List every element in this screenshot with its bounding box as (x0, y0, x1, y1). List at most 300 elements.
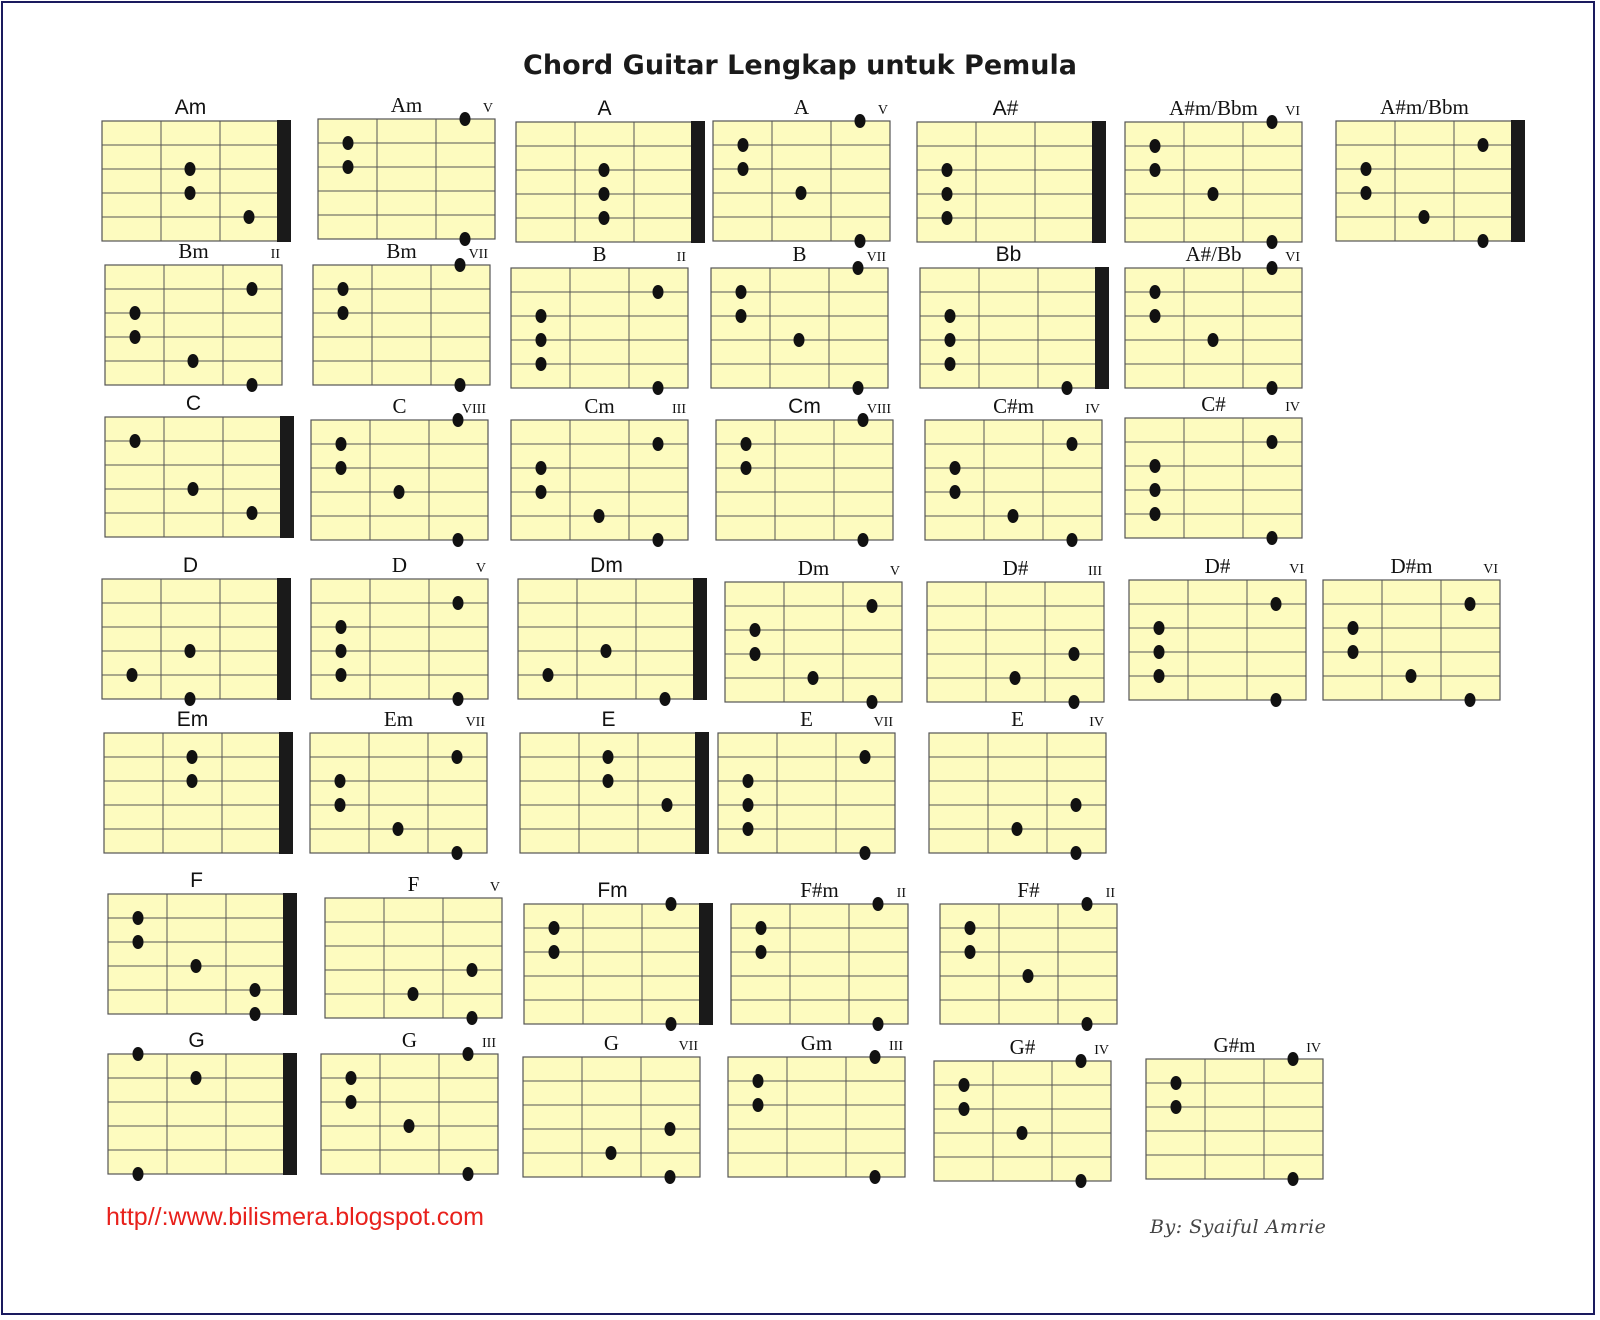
finger-dot (549, 945, 560, 959)
finger-dot (959, 1078, 970, 1092)
chord-diagram-19 (1125, 392, 1302, 545)
chord-name: F#m (800, 878, 839, 902)
finger-dot (247, 378, 258, 392)
chord-diagram-4 (713, 95, 890, 248)
finger-dot (603, 750, 614, 764)
fretboard (711, 268, 888, 388)
chord-diagram-7 (1336, 95, 1525, 248)
chord-name: E (800, 707, 813, 731)
finger-dot (1154, 645, 1165, 659)
chord-name: A#m/Bbm (1169, 96, 1258, 120)
finger-dot (1069, 695, 1080, 709)
finger-dot (1071, 846, 1082, 860)
nut-bar (283, 1053, 297, 1175)
finger-dot (1267, 235, 1278, 249)
finger-dot (736, 285, 747, 299)
finger-dot (1208, 187, 1219, 201)
finger-dot (666, 1017, 677, 1031)
finger-dot (127, 668, 138, 682)
finger-dot (188, 354, 199, 368)
fret-position-label: VII (866, 250, 886, 265)
fretboard (716, 420, 893, 540)
finger-dot (453, 596, 464, 610)
fret-position-label: VI (1289, 562, 1304, 577)
chord-name: Em (176, 708, 209, 731)
finger-dot (244, 210, 255, 224)
finger-dot (467, 1011, 478, 1025)
chord-diagram-39 (523, 1031, 700, 1184)
nut-bar (1511, 120, 1525, 242)
finger-dot (1361, 186, 1372, 200)
chord-name: B (792, 242, 807, 266)
fretboard (934, 1061, 1111, 1181)
fretboard (321, 1054, 498, 1174)
fretboard (311, 420, 488, 540)
finger-dot (601, 644, 612, 658)
finger-dot (250, 983, 261, 997)
finger-dot (873, 1017, 884, 1031)
nut-bar (693, 578, 707, 700)
chord-name: D# (1002, 556, 1029, 580)
finger-dot (606, 1146, 617, 1160)
finger-dot (1150, 139, 1161, 153)
chord-diagram-40 (728, 1031, 905, 1184)
fret-position-label: VII (678, 1039, 698, 1054)
finger-dot (1171, 1076, 1182, 1090)
chord-name: G#m (1213, 1033, 1256, 1057)
finger-dot (870, 1170, 881, 1184)
finger-dot (942, 163, 953, 177)
finger-dot (750, 647, 761, 661)
fret-position-label: V (482, 101, 493, 116)
chord-diagram-41 (934, 1035, 1111, 1188)
finger-dot (455, 378, 466, 392)
finger-dot (1082, 1017, 1093, 1031)
finger-dot (753, 1098, 764, 1112)
chord-name: F (190, 869, 203, 892)
chord-name: E (601, 708, 616, 731)
finger-dot (853, 261, 864, 275)
fretboard (713, 121, 890, 241)
nut-bar (691, 121, 705, 243)
finger-dot (1071, 798, 1082, 812)
finger-dot (1150, 483, 1161, 497)
finger-dot (855, 234, 866, 248)
finger-dot (756, 945, 767, 959)
chord-name: F# (1017, 878, 1040, 902)
nut-bar (1095, 267, 1109, 389)
chord-diagram-37 (108, 1029, 297, 1181)
finger-dot (343, 160, 354, 174)
chord-diagram-22 (518, 554, 707, 706)
finger-dot (867, 599, 878, 613)
chord-name: Dm (797, 556, 830, 580)
finger-dot (855, 114, 866, 128)
page-title: Chord Guitar Lengkap untuk Pemula (523, 50, 1077, 81)
chord-name: D# (1204, 554, 1231, 578)
fretboard (718, 733, 895, 853)
chord-diagram-29 (520, 708, 709, 854)
fretboard (102, 579, 279, 699)
chord-name: E (1011, 707, 1024, 731)
fret-position-label: V (489, 880, 500, 895)
finger-dot (867, 695, 878, 709)
finger-dot (599, 211, 610, 225)
fret-position-label: VI (1285, 104, 1300, 119)
chord-diagram-20 (102, 554, 291, 706)
finger-dot (133, 911, 144, 925)
finger-dot (133, 1167, 144, 1181)
finger-dot (335, 774, 346, 788)
finger-dot (753, 1074, 764, 1088)
finger-dot (1288, 1052, 1299, 1066)
finger-dot (346, 1095, 357, 1109)
fret-position-label: II (270, 247, 280, 262)
finger-dot (660, 692, 671, 706)
chord-name: C# (1201, 392, 1226, 416)
fret-position-label: VIII (866, 402, 891, 417)
author-credit: By: Syaiful Amrie (1150, 1216, 1327, 1238)
finger-dot (736, 309, 747, 323)
finger-dot (1419, 210, 1430, 224)
chord-name: G (188, 1029, 205, 1052)
finger-dot (950, 461, 961, 475)
chord-name: D#m (1390, 554, 1433, 578)
chord-diagram-38 (321, 1028, 498, 1181)
finger-dot (250, 1007, 261, 1021)
chord-name: F (407, 872, 420, 896)
finger-dot (858, 533, 869, 547)
finger-dot (394, 485, 405, 499)
chord-diagram-21 (311, 553, 488, 706)
nut-bar (279, 732, 293, 854)
finger-dot (460, 112, 471, 126)
chord-diagram-18 (925, 394, 1102, 547)
finger-dot (1069, 647, 1080, 661)
finger-dot (543, 668, 554, 682)
finger-dot (1361, 162, 1372, 176)
finger-dot (133, 935, 144, 949)
nut-bar (283, 893, 297, 1015)
finger-dot (665, 1122, 676, 1136)
finger-dot (1271, 597, 1282, 611)
finger-dot (1348, 645, 1359, 659)
chord-diagram-10 (511, 242, 688, 395)
fretboard (731, 904, 908, 1024)
fretboard (511, 268, 688, 388)
finger-dot (1150, 507, 1161, 521)
finger-dot (743, 822, 754, 836)
finger-dot (467, 963, 478, 977)
finger-dot (1062, 381, 1073, 395)
finger-dot (1208, 333, 1219, 347)
chord-diagram-28 (310, 707, 487, 860)
finger-dot (463, 1167, 474, 1181)
fret-position-label: V (475, 561, 486, 576)
finger-dot (1465, 693, 1476, 707)
finger-dot (950, 485, 961, 499)
finger-dot (741, 461, 752, 475)
chord-name: Bm (386, 239, 417, 263)
chord-diagram-25 (1129, 554, 1306, 707)
finger-dot (1271, 693, 1282, 707)
finger-dot (945, 357, 956, 371)
finger-dot (1288, 1172, 1299, 1186)
chord-name: Em (383, 707, 414, 731)
finger-dot (404, 1119, 415, 1133)
fret-position-label: IV (1089, 715, 1104, 730)
chord-name: G# (1009, 1035, 1036, 1059)
finger-dot (338, 306, 349, 320)
finger-dot (1012, 822, 1023, 836)
chord-diagram-32 (108, 869, 297, 1021)
chord-name: D (391, 553, 408, 577)
finger-dot (796, 186, 807, 200)
finger-dot (1023, 969, 1034, 983)
finger-dot (1154, 621, 1165, 635)
chord-diagram-2 (318, 93, 495, 246)
chord-diagram-5 (917, 97, 1106, 243)
finger-dot (1465, 597, 1476, 611)
fret-position-label: IV (1085, 402, 1100, 417)
finger-dot (1267, 261, 1278, 275)
chord-name: Bm (178, 239, 209, 263)
fretboard (1125, 268, 1302, 388)
nut-bar (1092, 121, 1106, 243)
finger-dot (452, 846, 463, 860)
chord-diagram-14 (105, 392, 294, 538)
finger-dot (653, 437, 664, 451)
chord-diagram-13 (1125, 242, 1302, 395)
finger-dot (336, 668, 347, 682)
finger-dot (743, 798, 754, 812)
fret-position-label: II (896, 886, 906, 901)
finger-dot (247, 506, 258, 520)
finger-dot (460, 232, 471, 246)
finger-dot (1267, 115, 1278, 129)
finger-dot (393, 822, 404, 836)
fretboard (102, 121, 279, 241)
chord-diagram-35 (731, 878, 908, 1031)
finger-dot (452, 750, 463, 764)
finger-dot (343, 136, 354, 150)
fretboard (311, 579, 488, 699)
finger-dot (453, 692, 464, 706)
finger-dot (191, 959, 202, 973)
chord-diagram-27 (104, 708, 293, 854)
finger-dot (743, 774, 754, 788)
finger-dot (853, 381, 864, 395)
finger-dot (808, 671, 819, 685)
finger-dot (336, 461, 347, 475)
finger-dot (338, 282, 349, 296)
finger-dot (653, 285, 664, 299)
finger-dot (1076, 1174, 1087, 1188)
chord-diagram-12 (920, 243, 1109, 395)
fret-position-label: III (1088, 564, 1102, 579)
fret-position-label: VI (1285, 250, 1300, 265)
chord-name: Fm (597, 879, 628, 902)
finger-dot (336, 644, 347, 658)
fret-position-label: II (676, 250, 686, 265)
finger-dot (1150, 163, 1161, 177)
chord-name: A# (992, 97, 1019, 120)
chord-diagram-26 (1323, 554, 1500, 707)
finger-dot (185, 186, 196, 200)
finger-dot (1008, 509, 1019, 523)
finger-dot (942, 211, 953, 225)
chord-diagram-31 (929, 707, 1106, 860)
chord-name: Am (390, 93, 423, 117)
finger-dot (873, 897, 884, 911)
finger-dot (1267, 435, 1278, 449)
finger-dot (1017, 1126, 1028, 1140)
finger-dot (1154, 669, 1165, 683)
fret-position-label: VII (873, 715, 893, 730)
chord-name: C (392, 394, 407, 418)
fretboard (313, 265, 490, 385)
chord-name: G (401, 1028, 418, 1052)
finger-dot (1406, 669, 1417, 683)
finger-dot (1082, 897, 1093, 911)
fret-position-label: III (482, 1036, 496, 1051)
chord-diagram-42 (1146, 1033, 1323, 1186)
chord-name: G (603, 1031, 620, 1055)
finger-dot (536, 461, 547, 475)
chord-diagram-9 (313, 239, 490, 392)
finger-dot (1150, 309, 1161, 323)
finger-dot (738, 162, 749, 176)
finger-dot (185, 162, 196, 176)
chord-name: Bb (995, 243, 1022, 266)
fretboard (728, 1057, 905, 1177)
fret-position-label: IV (1094, 1043, 1109, 1058)
finger-dot (247, 282, 258, 296)
finger-dot (860, 846, 871, 860)
fret-position-label: V (889, 564, 900, 579)
chord-diagram-16 (511, 394, 688, 547)
finger-dot (549, 921, 560, 935)
finger-dot (188, 482, 199, 496)
fretboard (318, 119, 495, 239)
fretboard (917, 122, 1094, 242)
fret-position-label: VI (1483, 562, 1498, 577)
finger-dot (738, 138, 749, 152)
fretboard (1125, 122, 1302, 242)
nut-bar (699, 903, 713, 1025)
fretboard (524, 904, 701, 1024)
finger-dot (536, 333, 547, 347)
finger-dot (1010, 671, 1021, 685)
chord-diagram-24 (927, 556, 1104, 709)
finger-dot (860, 750, 871, 764)
finger-dot (1267, 531, 1278, 545)
finger-dot (1267, 381, 1278, 395)
finger-dot (130, 330, 141, 344)
finger-dot (1067, 437, 1078, 451)
chord-name: Am (174, 96, 207, 119)
finger-dot (1478, 234, 1489, 248)
nut-bar (277, 578, 291, 700)
finger-dot (750, 623, 761, 637)
finger-dot (594, 509, 605, 523)
chord-name: Gm (800, 1031, 833, 1055)
fret-position-label: VIII (461, 402, 486, 417)
finger-dot (1076, 1054, 1087, 1068)
finger-dot (1150, 285, 1161, 299)
finger-dot (463, 1047, 474, 1061)
chord-diagram-30 (718, 707, 895, 860)
finger-dot (653, 533, 664, 547)
fret-position-label: II (1105, 886, 1115, 901)
fret-position-label: III (672, 402, 686, 417)
finger-dot (794, 333, 805, 347)
finger-dot (1478, 138, 1489, 152)
chord-name: Cm (584, 394, 615, 418)
finger-dot (870, 1050, 881, 1064)
chord-diagram-3 (516, 97, 705, 243)
finger-dot (603, 774, 614, 788)
finger-dot (187, 750, 198, 764)
finger-dot (408, 987, 419, 1001)
fret-position-label: III (889, 1039, 903, 1054)
fretboard (1129, 580, 1306, 700)
finger-dot (599, 187, 610, 201)
website-url[interactable]: http//:www.bilismera.blogspot.com (106, 1203, 484, 1231)
finger-dot (653, 381, 664, 395)
finger-dot (335, 798, 346, 812)
fretboard (920, 268, 1097, 388)
chord-name: A#/Bb (1185, 242, 1242, 266)
chord-diagram-17 (716, 395, 893, 547)
finger-dot (187, 774, 198, 788)
finger-dot (1348, 621, 1359, 635)
fret-position-label: VII (465, 715, 485, 730)
chord-diagram-15 (311, 394, 488, 547)
chord-name: A#m/Bbm (1380, 95, 1469, 119)
finger-dot (346, 1071, 357, 1085)
nut-bar (695, 732, 709, 854)
chord-diagram-33 (325, 872, 502, 1025)
chord-name: D (182, 554, 199, 577)
chord-name: C#m (993, 394, 1034, 418)
finger-dot (945, 333, 956, 347)
finger-dot (455, 258, 466, 272)
finger-dot (336, 620, 347, 634)
finger-dot (662, 798, 673, 812)
chord-name: Cm (788, 395, 821, 418)
chord-diagram-36 (940, 878, 1117, 1031)
fretboard (518, 579, 695, 699)
fretboard (940, 904, 1117, 1024)
fret-position-label: V (877, 103, 888, 118)
finger-dot (191, 1071, 202, 1085)
finger-dot (536, 309, 547, 323)
finger-dot (665, 1170, 676, 1184)
finger-dot (756, 921, 767, 935)
chord-diagram-8 (105, 239, 282, 392)
finger-dot (599, 163, 610, 177)
nut-bar (280, 416, 294, 538)
finger-dot (133, 1047, 144, 1061)
finger-dot (336, 437, 347, 451)
fretboard (108, 894, 285, 1014)
chord-name: B (592, 242, 607, 266)
chord-diagram-11 (711, 242, 888, 395)
finger-dot (741, 437, 752, 451)
fret-position-label: IV (1306, 1041, 1321, 1056)
finger-dot (959, 1102, 970, 1116)
